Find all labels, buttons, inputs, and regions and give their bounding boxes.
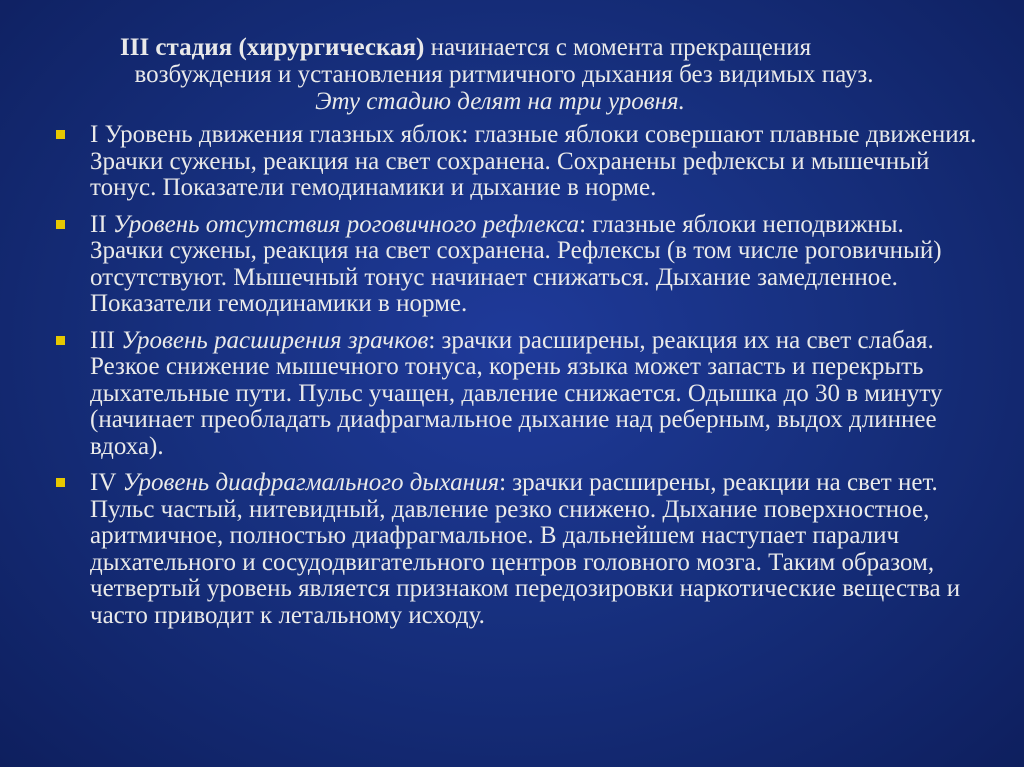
level-numeral: II bbox=[90, 210, 107, 238]
level-description: : глазные яблоки неподвижны. Зрачки сужены, реакция на свет сохранена. Рефлексы (в том числе роговичный) отсутствуют. Мышечный тонус начинает снижаться. Дыхание замедленное. Показатели гемодинамики в норме. bbox=[90, 210, 942, 317]
level-item-3 bbox=[52, 328, 982, 461]
levels-list bbox=[52, 122, 982, 639]
level-description: : зрачки расширены, реакции на свет нет. Пульс частый, нитевидный, давление резко снижено. Дыхание поверхностное, аритмичное, полностью диафрагмальное. В дальнейшем наступает паралич дыхательного и сосудодвигательного центров головного мозга. Таким образом, четвертый уровень является признаком передозировки наркотические вещества и часто приводит к летальному исходу. bbox=[90, 469, 961, 629]
stage-intro-note: Эту стадию делят на три уровня. bbox=[315, 88, 685, 115]
stage-intro-rest: начинается с момента прекращения bbox=[424, 34, 812, 61]
level-name: Уровень отсутствия роговичного рефлекса bbox=[106, 210, 580, 238]
stage-intro-line2: возбуждения и установления ритмичного дыхания без видимых пауз. bbox=[134, 61, 874, 88]
level-item-2 bbox=[52, 212, 982, 318]
stage-intro bbox=[120, 34, 980, 115]
level-numeral: III bbox=[90, 326, 115, 354]
level-numeral: IV bbox=[90, 469, 117, 496]
square-bullet-icon bbox=[56, 478, 65, 487]
level-name: Уровень расширения зрачков bbox=[114, 326, 429, 354]
level-item-1 bbox=[52, 122, 982, 202]
square-bullet-icon bbox=[56, 336, 65, 345]
stage-title: III стадия (хирургическая) bbox=[120, 34, 425, 61]
level-item-4 bbox=[52, 470, 982, 629]
level-name: Уровень диафрагмального дыхания bbox=[116, 469, 500, 496]
square-bullet-icon bbox=[56, 220, 65, 229]
level-description: : зрачки расширены, реакция их на свет слабая. Резкое снижение мышечного тонуса, корень языка может запасть и перекрыть дыхательные пути. Пульс учащен, давление снижается. Одышка до 30 в минуту (начинает преобладать диафрагмальное дыхание над реберным, выдох длиннее вдоха). bbox=[90, 326, 943, 460]
stage-intro-line1 bbox=[120, 34, 980, 61]
level-description: Уровень движения глазных яблок: глазные яблоки совершают плавные движения. Зрачки сужены, реакция на свет сохранена. Сохранены рефлексы и мышечный тонус. Показатели гемодинамики и дыхание в норме. bbox=[90, 121, 977, 201]
level-numeral: I bbox=[90, 121, 99, 148]
square-bullet-icon bbox=[56, 130, 65, 139]
